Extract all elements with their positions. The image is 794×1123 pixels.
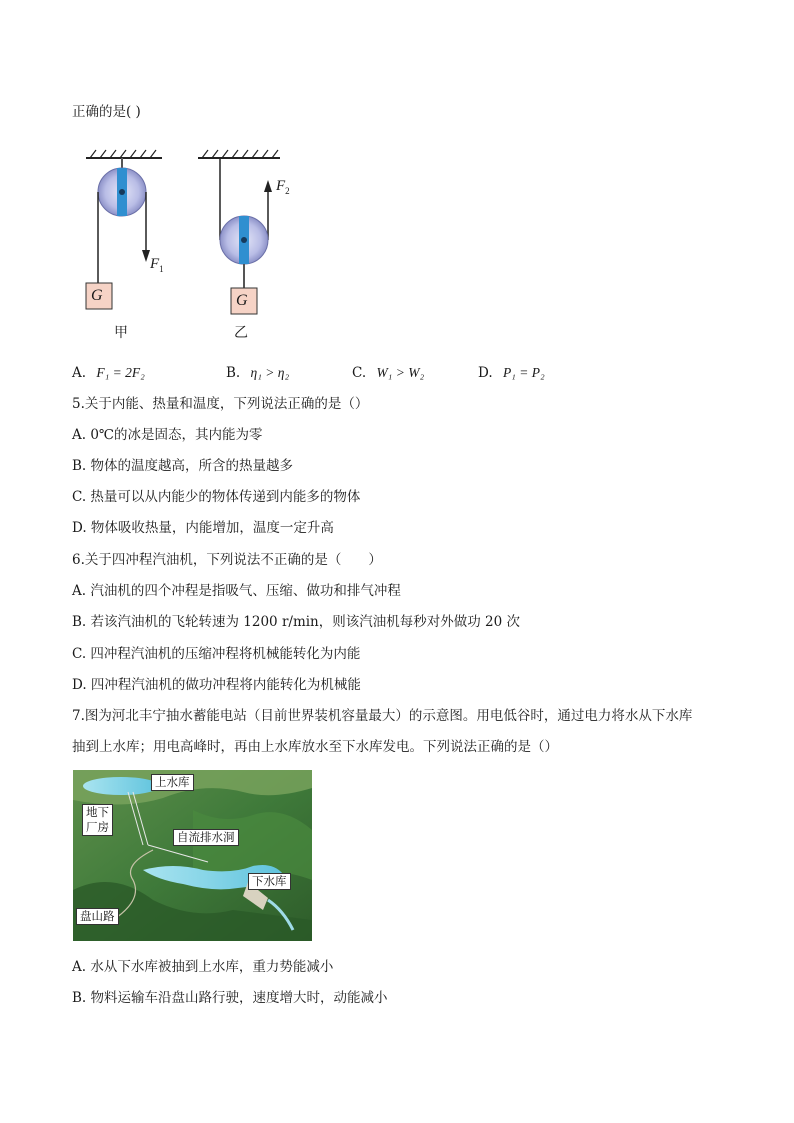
label-underground-plant xyxy=(82,804,113,836)
q7-stem-line1: 7.图为河北丰宁抽水蓄能电站（目前世界装机容量最大）的示意图。用电低谷时，通过电力将水从下水库 xyxy=(72,708,693,724)
q6-stem: 6.关于四冲程汽油机，下列说法不正确的是（ ） xyxy=(72,552,382,568)
q5-option-b: B. 物体的温度越高，所含的热量越多 xyxy=(72,458,294,474)
q6-option-b: B. 若该汽油机的飞轮转速为 1200 r/min，则该汽油机每秒对外做功 20 次 xyxy=(72,614,521,630)
q7-option-a: A. 水从下水库被抽到上水库，重力势能减小 xyxy=(72,959,334,975)
force2-symbol: F xyxy=(276,178,286,194)
q4-option-c-letter: C. xyxy=(352,365,367,381)
movable-pulley xyxy=(220,158,272,314)
question-intro: 正确的是( ) xyxy=(72,104,141,120)
label-jia: 甲 xyxy=(114,325,128,341)
label-drainage-tunnel: 自流排水洞 xyxy=(173,829,239,846)
q5-stem: 5.关于内能、热量和温度，下列说法正确的是（） xyxy=(72,396,369,412)
force2-sub: 2 xyxy=(285,186,290,196)
weight-label-jia: G xyxy=(91,287,103,304)
q7-option-b: B. 物料运输车沿盘山路行驶，速度增大时，动能减小 xyxy=(72,990,388,1006)
ceiling-yi xyxy=(198,150,280,158)
label-yi: 乙 xyxy=(234,325,248,341)
q4-option-a-expr: F₁ = 2F₂ xyxy=(96,365,145,380)
ceiling-jia xyxy=(86,150,162,158)
q4-option-b xyxy=(226,364,289,382)
label-mountain-road: 盘山路 xyxy=(76,908,119,925)
force2-label xyxy=(276,178,290,196)
q4-option-b-expr: η₁ > η₂ xyxy=(250,365,290,380)
label-underground-line2: 厂房 xyxy=(86,820,109,834)
q6-option-a: A. 汽油机的四个冲程是指吸气、压缩、做功和排气冲程 xyxy=(72,583,401,599)
q5-option-d: D. 物体吸收热量，内能增加，温度一定升高 xyxy=(72,520,334,536)
reservoir-map xyxy=(73,770,312,941)
weight-label-yi: G xyxy=(236,292,248,309)
q4-option-c xyxy=(352,364,424,382)
label-upper-reservoir: 上水库 xyxy=(151,774,194,791)
q4-option-a xyxy=(72,364,145,382)
q7-stem-line2: 抽到上水库；用电高峰时，再由上水库放水至下水库发电。下列说法正确的是（） xyxy=(72,739,558,755)
label-underground-line1: 地下 xyxy=(86,805,109,819)
force1-label xyxy=(150,256,164,274)
force1-sub: 1 xyxy=(159,264,164,274)
q5-option-a: A. 0℃的冰是固态，其内能为零 xyxy=(72,427,263,443)
q4-option-c-expr: W₁ > W₂ xyxy=(376,365,425,380)
upper-reservoir-water xyxy=(83,777,159,795)
q4-option-d-expr: P₁ = P₂ xyxy=(502,365,545,380)
label-lower-reservoir: 下水库 xyxy=(248,873,291,890)
force1-symbol: F xyxy=(150,256,160,272)
q6-option-d: D. 四冲程汽油机的做功冲程将内能转化为机械能 xyxy=(72,677,361,693)
q4-option-d xyxy=(478,364,545,382)
q4-option-d-letter: D. xyxy=(478,365,493,381)
q6-option-c: C. 四冲程汽油机的压缩冲程将机械能转化为内能 xyxy=(72,646,361,662)
pulley-figure xyxy=(80,140,300,345)
q5-option-c: C. 热量可以从内能少的物体传递到内能多的物体 xyxy=(72,489,361,505)
q4-option-b-letter: B. xyxy=(226,365,241,381)
pulley-diagram xyxy=(80,140,300,345)
q4-option-a-letter: A. xyxy=(72,365,87,381)
